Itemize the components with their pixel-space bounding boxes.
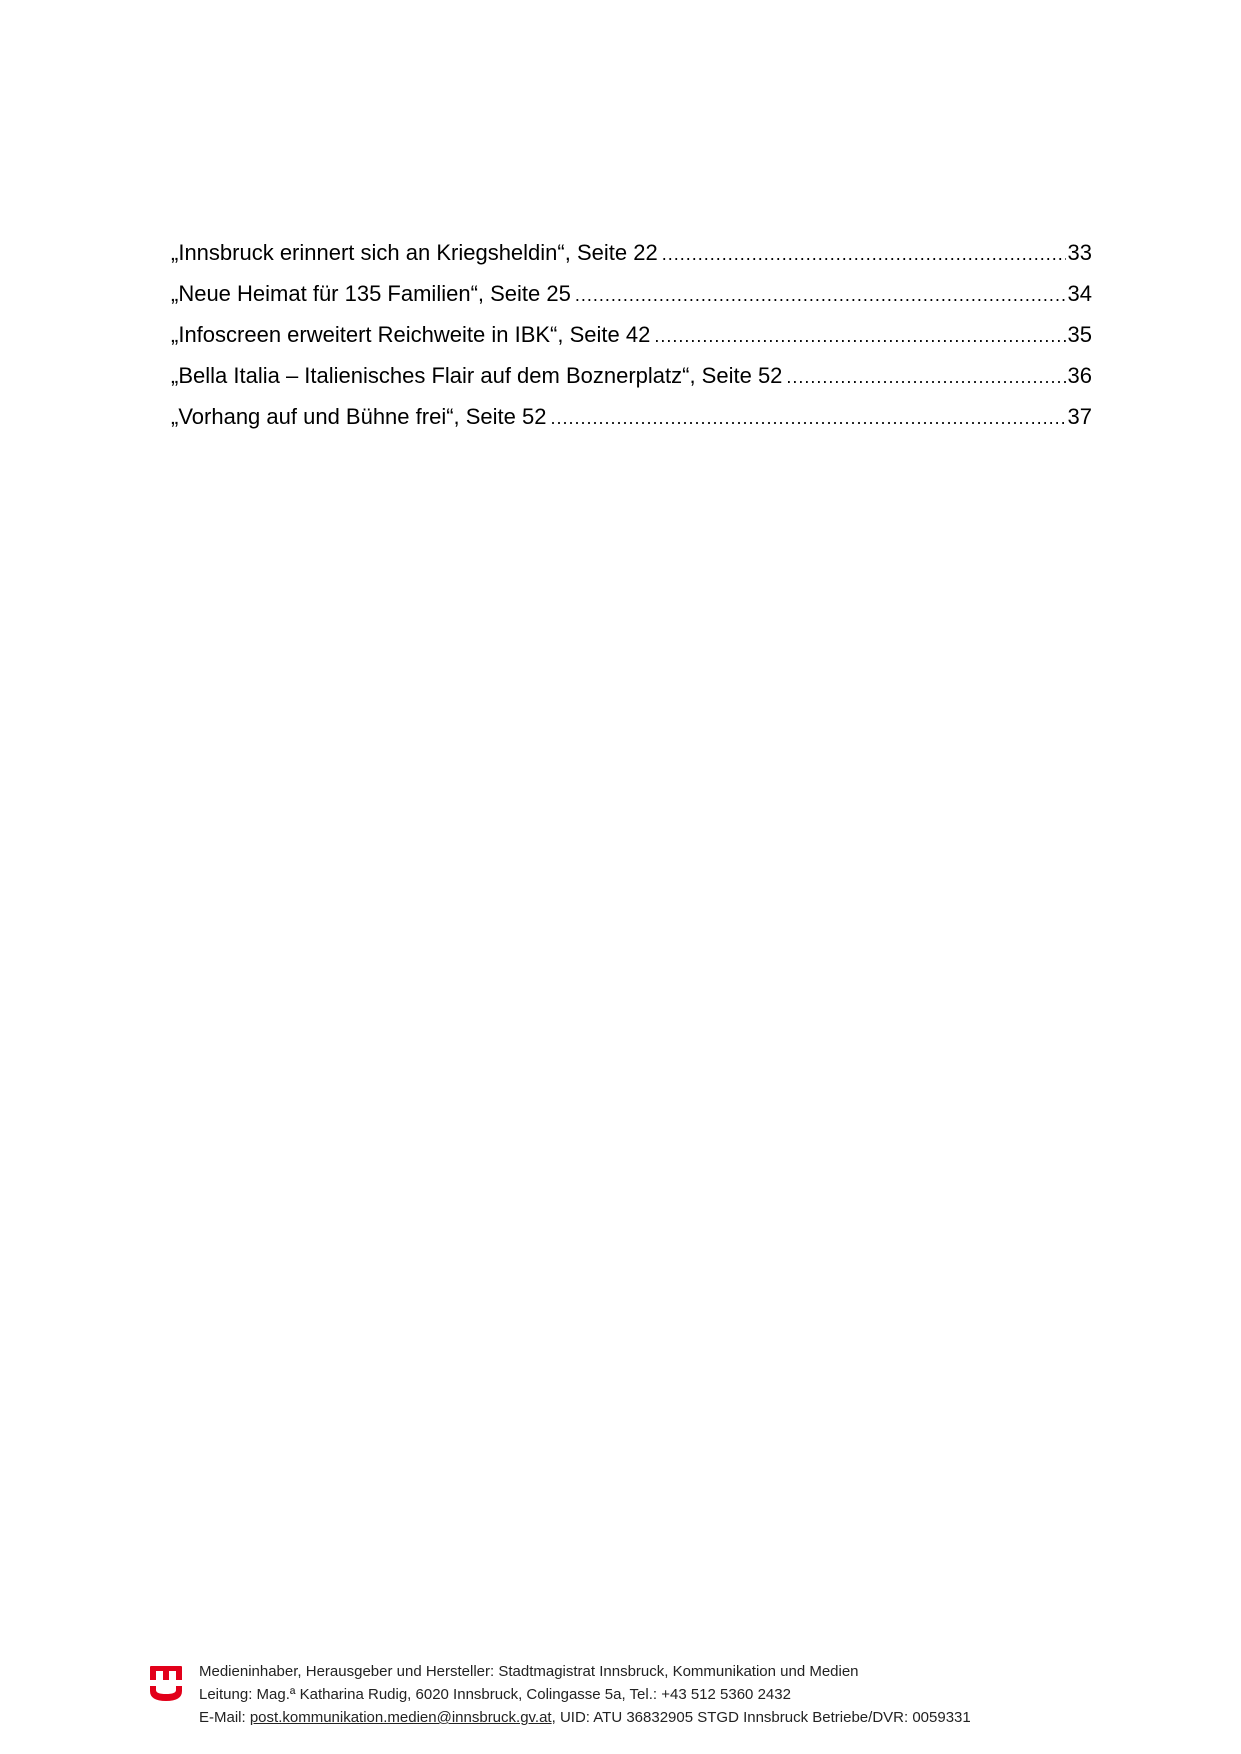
toc-entry[interactable] [171, 355, 1092, 396]
toc-entry-title: „Innsbruck erinnert sich an Kriegsheldin“, Seite 22 [171, 240, 658, 265]
toc-dot-leader [662, 234, 1066, 275]
toc-entry-page: 37 [1067, 404, 1092, 429]
toc-dot-leader [575, 275, 1066, 316]
toc-entry[interactable] [171, 396, 1092, 437]
table-of-contents [171, 232, 1092, 437]
footer-email-label: E-Mail: [199, 1709, 250, 1726]
toc-entry-title: „Neue Heimat für 135 Familien“, Seite 25 [171, 281, 571, 306]
toc-entry-page: 36 [1067, 363, 1092, 388]
toc-entry[interactable] [171, 232, 1092, 273]
footer-uid-text: , UID: ATU 36832905 STGD Innsbruck Betriebe/DVR: 0059331 [551, 1709, 971, 1726]
toc-entry-title: „Infoscreen erweitert Reichweite in IBK“, Seite 42 [171, 322, 651, 347]
toc-entry-page: 33 [1067, 240, 1092, 265]
toc-entry[interactable] [171, 273, 1092, 314]
footer-publisher-line: Medieninhaber, Herausgeber und Hersteller: Stadtmagistrat Innsbruck, Kommunikation und Medien [199, 1663, 859, 1680]
toc-entry-title: „Bella Italia – Italienisches Flair auf dem Boznerplatz“, Seite 52 [171, 363, 783, 388]
toc-entry-page: 34 [1067, 281, 1092, 306]
footer-contact-line [199, 1706, 971, 1729]
footer-management-line: Leitung: Mag.ª Katharina Rudig, 6020 Innsbruck, Colingasse 5a, Tel.: +43 512 5360 2432 [199, 1686, 791, 1703]
toc-dot-leader [786, 357, 1065, 398]
toc-entry-title: „Vorhang auf und Bühne frei“, Seite 52 [171, 404, 547, 429]
page-footer [150, 1660, 1110, 1730]
toc-entry[interactable] [171, 314, 1092, 355]
toc-dot-leader [654, 316, 1065, 357]
toc-entry-page: 35 [1067, 322, 1092, 347]
toc-dot-leader [550, 398, 1065, 439]
innsbruck-logo-icon [150, 1666, 182, 1702]
footer-email-link[interactable]: post.kommunikation.medien@innsbruck.gv.at [249, 1709, 552, 1726]
footer-imprint [199, 1660, 971, 1729]
